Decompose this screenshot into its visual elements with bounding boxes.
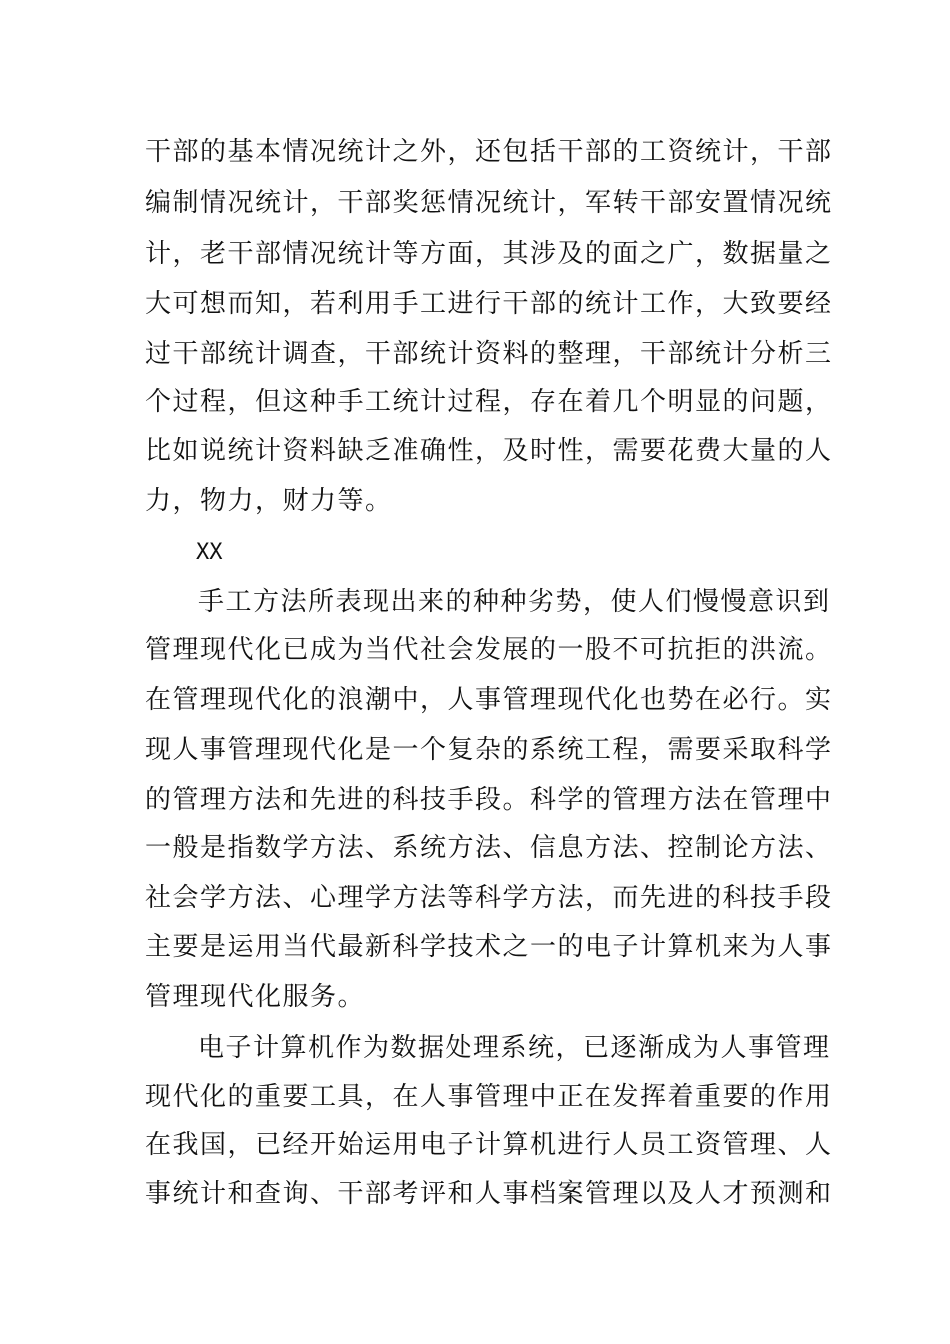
text-line: 在管理现代化的浪潮中，人事管理现代化也势在必行。实 bbox=[145, 685, 833, 715]
text-line: 的管理方法和先进的科技手段。科学的管理方法在管理中 bbox=[145, 785, 833, 815]
text-line: 手工方法所表现出来的种种劣势，使人们慢慢意识到 bbox=[198, 587, 831, 617]
text-line: 事统计和查询、干部考评和人事档案管理以及人才预测和 bbox=[145, 1179, 833, 1209]
text-line: 力，物力，财力等。 bbox=[145, 486, 393, 516]
section-marker: XX bbox=[196, 540, 223, 565]
text-line: 比如说统计资料缺乏准确性，及时性，需要花费大量的人 bbox=[145, 436, 833, 466]
text-line: 过干部统计调查，干部统计资料的整理，干部统计分析三 bbox=[145, 339, 833, 369]
text-line: 一般是指数学方法、系统方法、信息方法、控制论方法、 bbox=[145, 833, 833, 863]
text-line: 计，老干部情况统计等方面，其涉及的面之广，数据量之 bbox=[145, 239, 833, 269]
text-line: 编制情况统计，干部奖惩情况统计，军转干部安置情况统 bbox=[145, 188, 833, 218]
text-line: 个过程，但这种手工统计过程，存在着几个明显的问题， bbox=[145, 387, 833, 417]
text-line: 现人事管理现代化是一个复杂的系统工程，需要采取科学 bbox=[145, 735, 833, 765]
text-line: 管理现代化已成为当代社会发展的一股不可抗拒的洪流。 bbox=[145, 635, 833, 665]
text-line: 在我国，已经开始运用电子计算机进行人员工资管理、人 bbox=[145, 1130, 833, 1160]
text-line: 电子计算机作为数据处理系统，已逐渐成为人事管理 bbox=[198, 1033, 831, 1063]
text-line: 大可想而知，若利用手工进行干部的统计工作，大致要经 bbox=[145, 289, 833, 319]
text-line: 管理现代化服务。 bbox=[145, 982, 366, 1012]
text-line: 主要是运用当代最新科学技术之一的电子计算机来为人事 bbox=[145, 932, 833, 962]
text-line: 社会学方法、心理学方法等科学方法，而先进的科技手段 bbox=[145, 883, 833, 913]
text-line: 干部的基本情况统计之外，还包括干部的工资统计，干部 bbox=[145, 137, 833, 167]
text-line: 现代化的重要工具，在人事管理中正在发挥着重要的作用 bbox=[145, 1082, 833, 1112]
